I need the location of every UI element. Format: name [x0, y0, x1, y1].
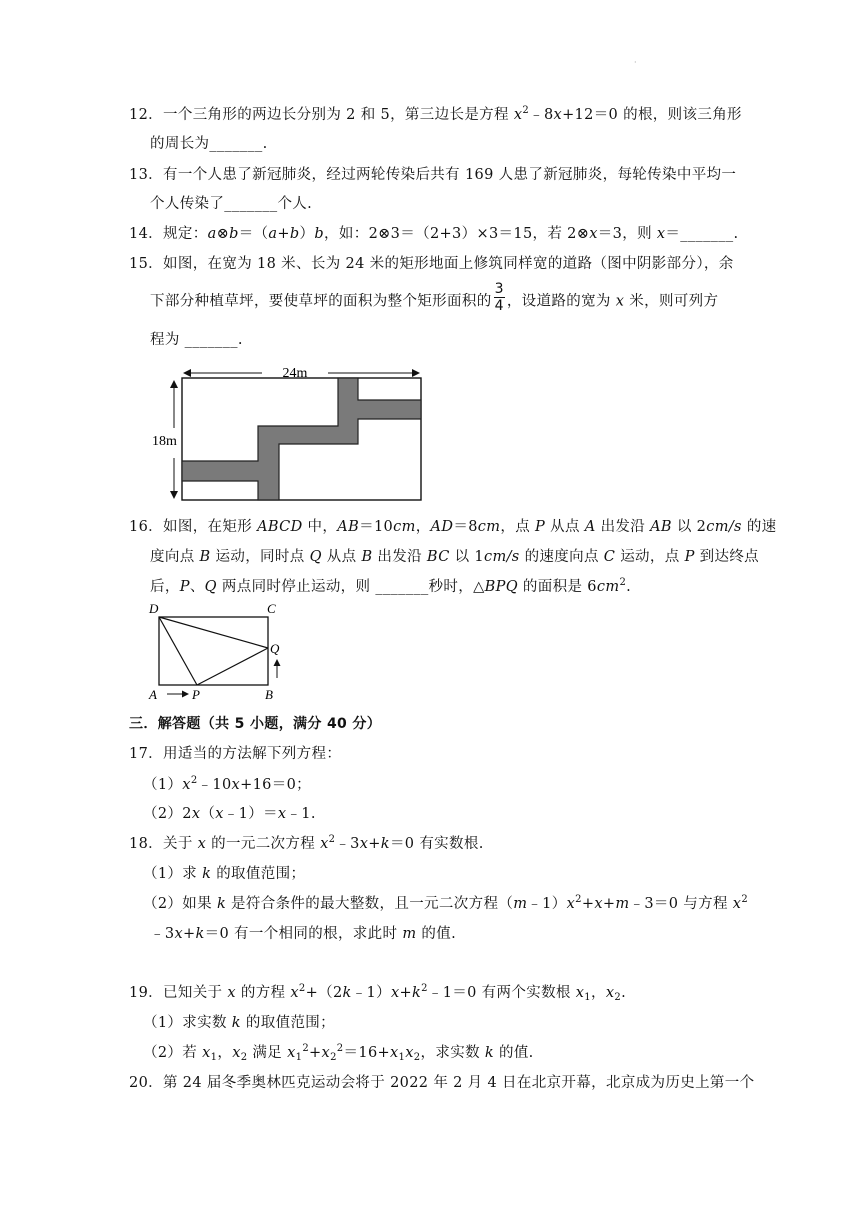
q17-line1: 17．用适当的方法解下列方程：: [129, 746, 342, 762]
fraction-three-quarters: $\frac{3}{4}$: [494, 281, 504, 314]
segment-dq: [159, 617, 268, 648]
q12-line2: 的周长为_______.: [150, 136, 268, 152]
label-p: P: [192, 687, 200, 702]
rectangle-abcd-diagram: [144, 598, 290, 706]
q15-line1: 15．如图，在宽为 18 米、长为 24 米的矩形地面上修筑同样宽的道路（图中阴影部分），余: [129, 256, 734, 272]
label-d: D: [149, 601, 159, 616]
q16-line3: 后，P、Q 两点同时停止运动，则 _______秒时，△BPQ 的面积是 $6cm^2$.: [150, 577, 632, 595]
width-label: 24m: [282, 366, 308, 381]
q18-line1: 18．关于 x 的一元二次方程 $x^2﹣3x+k=0$ 有实数根.: [129, 834, 484, 852]
section-heading: 三．解答题（共 5 小题，满分 40 分）: [129, 716, 382, 732]
q20-line1: 20．第 24 届冬季奥林匹克运动会将于 2022 年 2 月 4 日在北京开幕，北京成为历史上第一个: [129, 1075, 755, 1091]
q15-line3: 程为 _______.: [150, 332, 243, 348]
segment-pq: [197, 648, 268, 685]
q12-line1: 12．一个三角形的两边长分别为 2 和 5，第三边长是方程 $x^2﹣8x+12=0$ 的根，则该三角形: [129, 105, 742, 123]
q19-line1: 19．已知关于 x 的方程 $x^2+(2k﹣1)x+k^2﹣1=0$ 有两个实数根 $x_1$，$x_2$.: [129, 983, 627, 1003]
q18-part2: （2）如果 k 是符合条件的最大整数，且一元二次方程$(m﹣1)x^2+x+m﹣3=0$ 与方程 $x^2$: [143, 894, 749, 912]
segment-dp: [159, 617, 197, 685]
height-label: 18m: [152, 434, 177, 449]
q13-line1: 13．有一个人患了新冠肺炎，经过两轮传染后共有 169 人患了新冠肺炎，每轮传染中平均一: [129, 167, 737, 183]
q19-part1: （1）求实数 k 的取值范围；: [143, 1015, 335, 1031]
label-a: A: [149, 687, 157, 702]
q18-part1: （1）求 k 的取值范围；: [143, 866, 306, 882]
road-diagram: [150, 360, 430, 506]
q19-part2: （2）若 $x_1$，$x_2$ 满足 $x_1^2+x_2^2=16+x_1x_2$，求实数 k 的值.: [143, 1043, 534, 1063]
q15-line2: 下部分种植草坪，要使草坪的面积为整个矩形面积的 $\frac{3}{4}$ ，设道路的宽为 x 米，则可列方: [150, 281, 719, 314]
q14-line: 14．规定：a⊗b＝（a+b）b，如：2⊗3＝（2+3）×3＝15，若 2⊗x＝3，则 x＝_______.: [129, 226, 739, 242]
label-c: C: [267, 601, 276, 616]
label-q: Q: [270, 641, 280, 656]
rectangle-abcd: [159, 617, 268, 685]
q18-part2-cont: ﹣3x+k＝0 有一个相同的根，求此时 m 的值.: [150, 926, 457, 942]
q16-line1: 16．如图，在矩形 ABCD 中，AB＝10cm，AD＝8cm，点 P 从点 A 出发沿 AB 以 2cm/s 的速: [129, 519, 777, 535]
q13-line2: 个人传染了_______个人.: [150, 196, 313, 212]
q17-part1: $(1)x^2﹣10x+16=0$；: [143, 775, 312, 793]
label-b: B: [265, 687, 273, 702]
top-mark: ·: [634, 58, 637, 67]
q16-line2: 度向点 B 运动，同时点 Q 从点 B 出发沿 BC 以 1cm/s 的速度向点 C 运动，点 P 到达终点: [150, 549, 760, 565]
q17-part2: （2）2x（x﹣1）＝x﹣1.: [143, 806, 316, 822]
